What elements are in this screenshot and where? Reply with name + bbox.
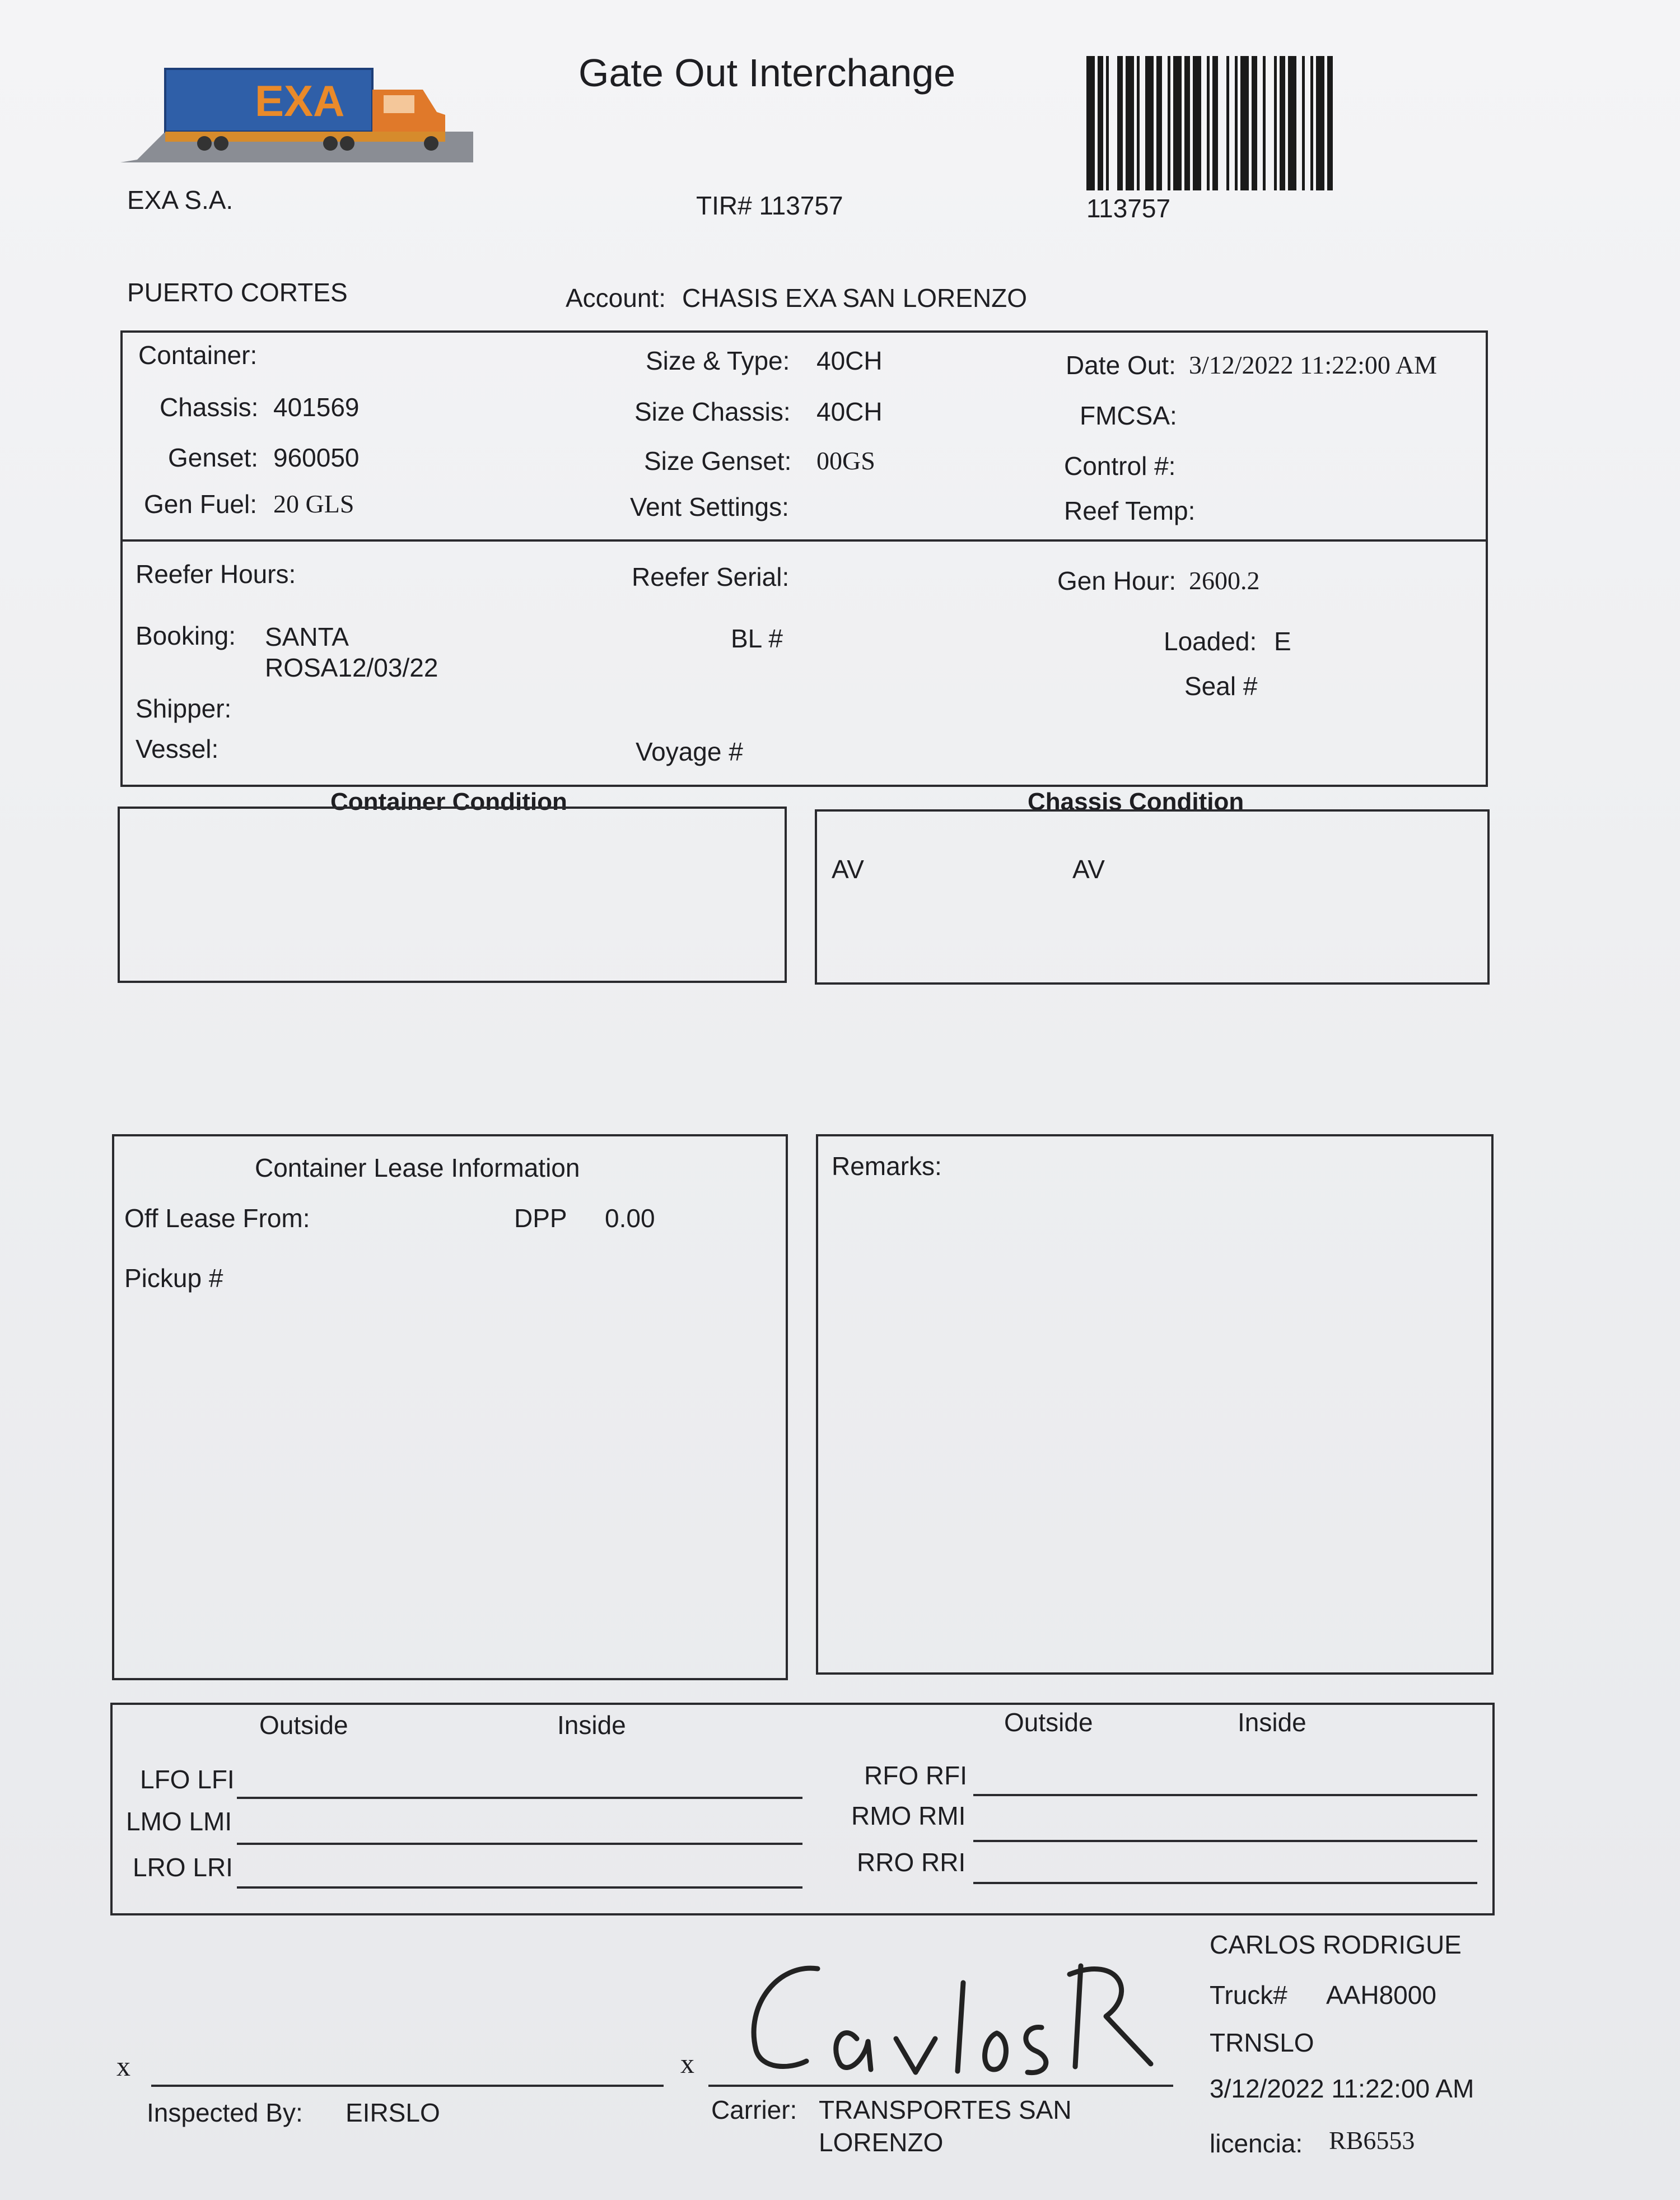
barcode-bar [1207,56,1210,190]
document-title: Gate Out Interchange [578,51,956,95]
reef-temp-label: Reef Temp: [1064,496,1196,525]
tire-line-rmo [973,1840,1477,1842]
genfuel-label: Gen Fuel: [144,490,257,519]
account-value: CHASIS EXA SAN LORENZO [682,283,1028,313]
barcode-bar [1156,56,1162,190]
carrier-x-mark: x [680,2048,694,2079]
logo-text: EXA [255,76,345,125]
right-outside-label: Outside [1004,1708,1093,1737]
genfuel-value: 20 GLS [273,490,354,518]
tire-row-lro: LRO LRI [133,1853,233,1882]
barcode-bar [1145,56,1154,190]
reefer-serial-label: Reefer Serial: [632,562,790,591]
carrier-signature [728,1943,1154,2084]
chassis-av-2: AV [1072,855,1105,884]
barcode-bar [1274,56,1277,190]
date-out-value: 3/12/2022 11:22:00 AM [1189,351,1437,379]
barcode-bar [1117,56,1123,190]
inspector-x-mark: x [116,2050,130,2082]
exa-truck-logo [120,64,473,162]
remarks-box [816,1134,1494,1675]
date-out-label: Date Out: [1066,351,1176,380]
barcode [1086,56,1487,193]
barcode-bar [1086,56,1095,190]
remarks-label: Remarks: [832,1152,942,1181]
account-label: Account: [566,283,666,313]
gen-hour-value: 2600.2 [1189,566,1260,595]
barcode-bar [1168,56,1170,190]
booking-value-2: ROSA12/03/22 [265,653,438,682]
truck-value: AAH8000 [1326,1980,1436,2010]
seal-label: Seal # [1184,672,1258,701]
barcode-bar [1235,56,1238,190]
inspected-by-label: Inspected By: [147,2098,303,2127]
location: PUERTO CORTES [127,278,348,307]
tire-row-rro: RRO RRI [857,1848,966,1877]
size-genset-label: Size Genset: [644,446,792,476]
left-outside-label: Outside [259,1710,348,1740]
container-condition-title: Container Condition [330,788,567,815]
licencia-label: licencia: [1210,2129,1303,2158]
shipper-label: Shipper: [136,694,232,723]
barcode-bar [1106,56,1109,190]
barcode-bar [1252,56,1257,190]
barcode-bar [1280,56,1285,190]
lease-title: Container Lease Information [255,1153,580,1182]
size-type-label: Size & Type: [646,346,790,375]
dpp-value: 0.00 [605,1204,655,1233]
footer-datetime: 3/12/2022 11:22:00 AM [1210,2074,1474,2103]
right-inside-label: Inside [1238,1708,1306,1737]
barcode-bar [1310,56,1313,190]
container-label: Container: [138,341,258,370]
vent-label: Vent Settings: [630,492,789,521]
barcode-bar [1126,56,1134,190]
company-name: EXA S.A. [127,185,234,215]
barcode-bar [1137,56,1140,190]
tire-line-rfo [973,1794,1477,1796]
loaded-value: E [1274,627,1291,656]
loaded-label: Loaded: [1164,627,1257,656]
trnslo: TRNSLO [1210,2028,1314,2057]
carrier-signature-line [708,2085,1173,2087]
tire-line-lro [237,1886,802,1889]
tire-row-lmo: LMO LMI [126,1807,232,1836]
barcode-bar [1240,56,1249,190]
bl-label: BL # [731,624,783,653]
inspector-signature-line [151,2085,664,2087]
barcode-bar [1226,56,1229,190]
chassis-condition-box [815,809,1490,985]
barcode-bar [1327,56,1333,190]
tire-line-lmo [237,1843,802,1845]
barcode-bar [1173,56,1182,190]
inspected-by-value: EIRSLO [346,2098,440,2127]
gen-hour-label: Gen Hour: [1057,566,1177,595]
carrier-label: Carrier: [711,2095,797,2124]
tire-row-lfo: LFO LFI [140,1765,235,1794]
fmcsa-label: FMCSA: [1080,401,1177,430]
tir-number: TIR# 113757 [696,191,843,220]
booking-value-1: SANTA [265,622,349,651]
size-chassis-label: Size Chassis: [634,397,791,426]
left-inside-label: Inside [557,1710,626,1740]
truck-label: Truck# [1210,1980,1287,2010]
driver-name: CARLOS RODRIGUE [1210,1930,1462,1959]
size-chassis-value: 40CH [816,397,883,426]
equipment-divider [120,539,1488,542]
barcode-bar [1302,56,1305,190]
barcode-bar [1212,56,1218,190]
chassis-value: 401569 [273,393,360,422]
dpp-label: DPP [514,1204,567,1233]
barcode-bar [1098,56,1103,190]
off-lease-label: Off Lease From: [124,1204,310,1233]
size-type-value: 40CH [816,346,883,375]
tire-row-rfo: RFO RFI [864,1761,967,1790]
container-condition-box [118,807,787,983]
tire-line-lfo [237,1797,802,1799]
chassis-condition-title: Chassis Condition [1028,788,1244,815]
pickup-label: Pickup # [124,1264,223,1293]
genset-label: Genset: [168,443,259,472]
tire-line-rro [973,1882,1477,1884]
voyage-label: Voyage # [636,737,743,766]
carrier-value-2: LORENZO [819,2128,944,2157]
barcode-bar [1316,56,1324,190]
barcode-number: 113757 [1086,194,1171,223]
control-label: Control #: [1064,451,1176,481]
barcode-bar [1288,56,1296,190]
chassis-av-1: AV [832,855,864,884]
tire-row-rmo: RMO RMI [851,1801,966,1830]
chassis-label: Chassis: [160,393,259,422]
barcode-bar [1263,56,1266,190]
vessel-label: Vessel: [136,734,219,763]
carrier-value-1: TRANSPORTES SAN [819,2095,1072,2124]
genset-value: 960050 [273,443,360,472]
size-genset-value: 00GS [816,446,875,475]
booking-label: Booking: [136,621,236,650]
reefer-hours-label: Reefer Hours: [136,560,296,589]
barcode-bar [1193,56,1201,190]
licencia-value: RB6553 [1329,2126,1415,2155]
barcode-bar [1184,56,1190,190]
